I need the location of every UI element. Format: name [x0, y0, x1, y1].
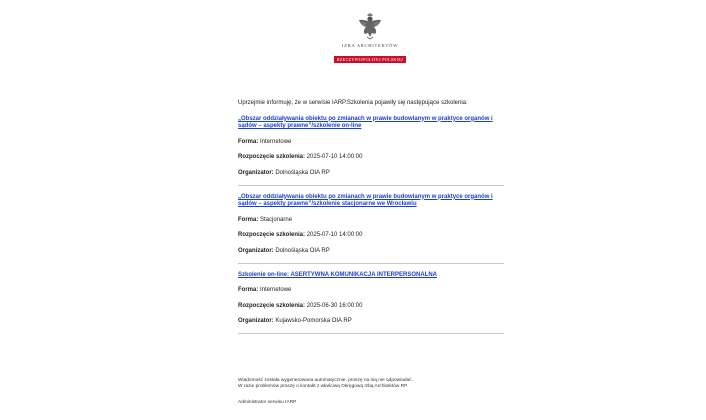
training-title-link[interactable]: „Obszar oddziaływania obiektu po zmianach w prawie budowlanym w praktyce organów i sądów – aspekty prawne”/szkolenie on-line	[238, 115, 493, 130]
start-value: 2025-06-30 16:00:00	[306, 302, 363, 309]
training-form-row	[238, 287, 504, 295]
training-form-row	[238, 139, 504, 147]
start-label: Rozpoczęcie szkolenia:	[238, 154, 306, 161]
eagle-icon	[357, 12, 383, 40]
training-start-row	[238, 232, 504, 240]
email-footer	[238, 378, 538, 406]
training-form-row	[238, 217, 504, 225]
footer-signature: Administrator serwisu IARP	[238, 399, 297, 405]
organizer-label: Organizator:	[238, 247, 274, 254]
start-label: Rozpoczęcie szkolenia:	[238, 302, 306, 309]
training-start-row	[238, 154, 504, 162]
organizer-value: Dolnośląska OIA RP	[275, 169, 330, 176]
organizer-value: Dolnośląska OIA RP	[275, 247, 330, 254]
training-title-link[interactable]: Szkolenie on-line: ASERTYWNA KOMUNIKACJA INTERPERSONALNA	[238, 271, 438, 278]
logo-top-text: IZBA ARCHITEKTÓW	[341, 43, 399, 48]
form-label: Forma:	[238, 138, 259, 145]
training-item	[238, 272, 504, 334]
training-organizer-row	[238, 170, 504, 178]
footer-auto-notice: Wiadomość została wygenerowana automatycznie, proszę na nią nie odpowiadać.	[238, 378, 413, 383]
start-value: 2025-07-10 14:00:00	[306, 154, 363, 161]
footer-contact-notice: W razie problemów proszę o kontakt z właściwą Okręgową Izbą Architektów RP.	[238, 384, 409, 390]
form-label: Forma:	[238, 287, 259, 294]
form-label: Forma:	[238, 216, 259, 223]
email-content	[238, 100, 504, 342]
training-title-link[interactable]: „Obszar oddziaływania obiektu po zmianach w prawie budowlanym w praktyce organów i sądów – aspekty prawne”/szkolenie stacjonarne we Wrocławiu	[238, 193, 493, 208]
training-organizer-row	[238, 248, 504, 256]
training-item	[238, 116, 504, 186]
start-label: Rozpoczęcie szkolenia:	[238, 232, 306, 239]
start-value: 2025-07-10 14:00:00	[306, 232, 363, 239]
intro-text: Uprzejmie informuję, że w serwisie IARP.Szkolenia pojawiły się następujące szkolenia:	[238, 100, 468, 106]
organizer-label: Organizator:	[238, 169, 274, 176]
logo-band-text: RZECZYPOSPOLITEJ POLSKIEJ	[334, 56, 406, 63]
training-organizer-row	[238, 318, 504, 326]
form-value: Stacjonarne	[260, 216, 293, 223]
organizer-label: Organizator:	[238, 318, 274, 325]
form-value: Internetowe	[260, 138, 292, 145]
training-item	[238, 194, 504, 264]
organizer-value: Kujawsko-Pomorska OIA RP	[275, 318, 352, 325]
training-start-row	[238, 303, 504, 311]
iarp-logo	[330, 12, 410, 60]
form-value: Internetowe	[260, 287, 292, 294]
